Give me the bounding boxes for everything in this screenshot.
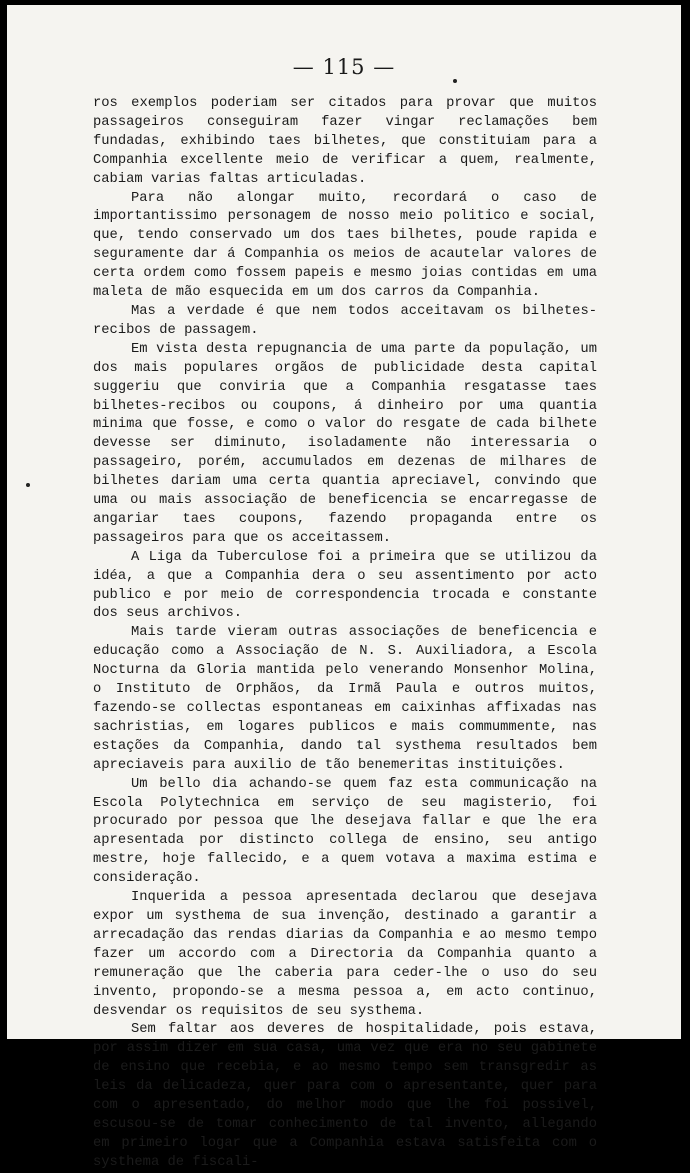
body-text bbox=[93, 95, 597, 1173]
paragraph: Mais tarde vieram outras associações de beneficencia e educação como a Associação de N. S. Auxiliadora, a Escola Nocturna da Gloria mantida pelo venerando Monsenhor Molina, o Instituto de Orphãos, da Irmã Paula e outros muitos, fazendo-se collectas espontaneas em caixinhas affixadas nas sachristias, em logares publicos e mais commummente, nas estações da Companhia, dando tal systhema resultados bem apreciaveis para auxilio de tão benemeritas instituições. bbox=[93, 625, 597, 773]
paragraph: Sem faltar aos deveres de hospitalidade, pois estava, por assim dizer em sua casa, uma vez que era no seu gabinete de ensino que recebia, e ao mesmo tempo sem transgredir as leis da delicadeza, quer para com o apresentante, quer para com o apresentado, do melhor modo que lhe foi possivel, escusou-se de tomar conhecimento de tal invento, allegando em primeiro logar que a Companhia estava satisfeita com o systhema de fiscali- bbox=[93, 1022, 597, 1170]
page-number: — 115 — bbox=[292, 55, 396, 79]
paragraph: Para não alongar muito, recordará o caso de importantissimo personagem de nosso meio politico e social, que, tendo conservado um dos taes bilhetes, poude rapida e seguramente dar á Companhia os meios de acautelar valores de certa ordem como fossem papeis e mesmo joias contidas em uma maleta de mão esquecida em um dos carros da Companhia. bbox=[93, 190, 597, 301]
paragraph: Inquerida a pessoa apresentada declarou que desejava expor um systhema de sua invenção, destinado a garantir a arrecadação das rendas diarias da Companhia e ao mesmo tempo fazer um accordo com a Directoria da Companhia quanto a remuneração que lhe caberia para ceder-lhe o uso do seu invento, propondo-se a mesma pessoa a, em acto continuo, desvendar os requisitos de seu systhema. bbox=[93, 890, 597, 1019]
paragraph: Em vista desta repugnancia de uma parte da população, um dos mais populares orgãos de publicidade desta capital suggeriu que conviria que a Companhia resgatasse taes bilhetes-recibos ou coupons, á dinheiro por uma quantia minima que fosse, e como o valor do resgate de cada bilhete devesse ser diminuto, isoladamente não interessaria o passageiro, porém, accumulados em dezenas de milhares de bilhetes dariam uma certa quantia apreciavel, convindo que uma ou mais associação de beneficencia se encarregasse de angariar taes coupons, fazendo propaganda entre os passageiros para que os acceitassem. bbox=[93, 341, 597, 546]
ink-speck bbox=[453, 79, 457, 83]
paragraph: Um bello dia achando-se quem faz esta communicação na Escola Polytechnica em serviço de seu magisterio, foi procurado por pessoa que lhe desejava fallar e que lhe era apresentada por distincto collega de ensino, seu antigo mestre, hoje fallecido, e a quem votava a maxima estima e consideração. bbox=[93, 776, 597, 887]
document-page bbox=[7, 5, 681, 1170]
paragraph: A Liga da Tuberculose foi a primeira que se utilizou da idéa, a que a Companhia dera o seu assentimento por acto publico e por meio de correspondencia trocada e constante dos seus archivos. bbox=[93, 549, 597, 622]
paragraph: Mas a verdade é que nem todos acceitavam os bilhetes-recibos de passagem. bbox=[93, 303, 597, 338]
margin-mark bbox=[26, 483, 30, 487]
paragraph: ros exemplos poderiam ser citados para provar que muitos passageiros conseguiram fazer vingar reclamações bem fundadas, exhibindo taes bilhetes, que constituiam para a Companhia excellente meio de verificar a quem, realmente, cabiam varias faltas articuladas. bbox=[93, 96, 597, 187]
